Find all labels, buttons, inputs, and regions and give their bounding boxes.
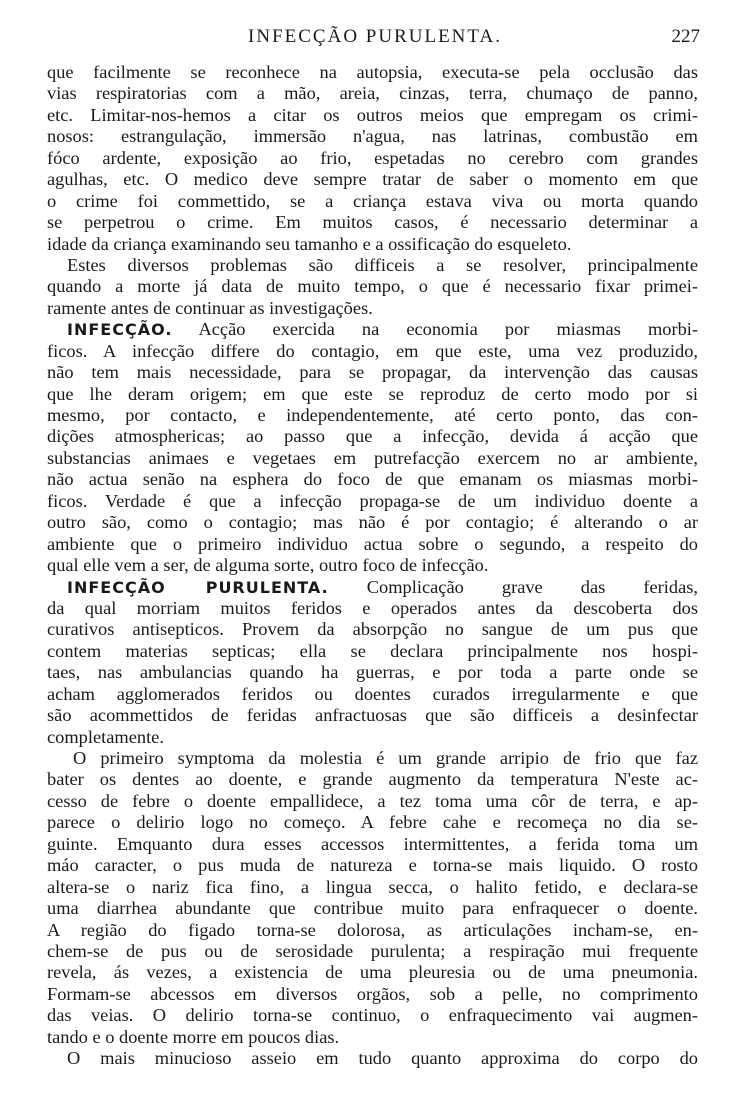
line-text: nosos: estrangulação, immersão n'agua, nas latrinas, combustão em	[47, 126, 698, 147]
text-line	[47, 405, 698, 426]
text-line	[47, 426, 698, 447]
line-text: fóco ardente, exposição ao frio, espetadas no cerebro com grandes	[47, 147, 698, 168]
line-text: O primeiro symptoma da molestia é um grande arripio de frio que faz	[73, 748, 698, 768]
line-text: Complicação grave das feridas,	[328, 576, 698, 597]
line-text: outro são, como o contagio; mas não é por contagio; é alterando o ar	[47, 512, 698, 533]
line-text: uma diarrhea abundante que contribue muito para enfraquecer o doente.	[47, 898, 698, 919]
line-text: vias respiratorias com a mão, areia, cinzas, terra, chumaço de panno,	[47, 83, 698, 104]
text-line	[47, 148, 698, 169]
text-line	[47, 962, 698, 983]
line-text: qual elle vem a ser, de alguma sorte, outro foco de infecção.	[47, 555, 489, 576]
line-text: ficos. A infecção differe do contagio, em que este, uma vez produzido,	[47, 340, 698, 361]
text-line	[47, 684, 698, 705]
line-text: não actua senão na esphera do foco de que emanam os miasmas morbi-	[47, 469, 698, 490]
line-text: o crime foi commettido, se a criança estava viva ou morta quando	[47, 190, 698, 211]
line-text: chem-se de pus ou de serosidade purulenta; a respiração mui frequente	[47, 940, 698, 961]
line-text: não tem mais necessidade, para se propagar, da intervenção das causas	[47, 362, 698, 383]
text-line	[47, 126, 698, 147]
text-line	[47, 276, 698, 297]
text-line	[47, 491, 698, 512]
line-text: parece o delirio logo no começo. A febre cahe e recomeça no dia se-	[47, 812, 698, 833]
line-text: Acção exercida na economia por miasmas morbi-	[172, 319, 698, 340]
text-line	[47, 898, 698, 919]
text-line	[47, 298, 698, 319]
text-line	[47, 984, 698, 1005]
text-line	[47, 448, 698, 469]
text-line	[47, 555, 698, 576]
line-text: etc. Limitar-nos-hemos a citar os outros meios que empregam os crimi-	[47, 104, 698, 125]
text-line	[47, 384, 698, 405]
line-text: revela, ás vezes, a existencia de uma pleuresia ou de uma pneumonia.	[47, 962, 698, 983]
running-title: INFECÇÃO PURULENTA.	[248, 26, 502, 47]
entry-headword: INFECÇÃO PURULENTA.	[67, 577, 329, 597]
entry-headword: INFECÇÃO.	[67, 320, 173, 340]
line-text: ambiente que o primeiro individuo actua sobre o segundo, a respeito do	[47, 533, 698, 554]
text-line	[47, 362, 698, 383]
text-line	[47, 169, 698, 190]
text-line	[47, 341, 698, 362]
text-line	[47, 534, 698, 555]
text-line	[47, 941, 698, 962]
text-line	[47, 577, 698, 598]
line-text: máo caracter, o pus muda de natureza e torna-se mais liquido. O rosto	[47, 855, 698, 876]
line-text: curativos antisepticos. Provem da absorpção no sangue de um pus que	[47, 619, 698, 640]
line-text: se perpetrou o crime. Em muitos casos, é necessario determinar a	[47, 212, 698, 233]
line-text: que lhe deram origem; em que este se reproduz de certo modo por si	[47, 383, 698, 404]
line-text: ficos. Verdade é que a infecção propaga-se de um individuo doente a	[47, 490, 698, 511]
line-text: dições atmosphericas; ao passo que a infecção, devida á acção que	[47, 426, 698, 447]
text-line	[47, 319, 698, 340]
text-line	[47, 855, 698, 876]
text-line	[47, 619, 698, 640]
text-line	[47, 769, 698, 790]
text-line	[47, 512, 698, 533]
running-head	[50, 26, 700, 56]
line-text: mesmo, por contacto, e independentemente, até certo ponto, das con-	[47, 405, 698, 425]
line-text: substancias animaes e vegetaes em putrefacção exercem no ar ambiente,	[47, 447, 698, 468]
line-text: que facilmente se reconhece na autopsia, executa-se pela occlusão das	[47, 62, 698, 82]
text-line	[47, 662, 698, 683]
body-text	[47, 62, 698, 1070]
line-text: da qual morriam muitos feridos e operados antes da descoberta dos	[47, 597, 698, 618]
line-text: cesso de febre o doente empallidece, a tez toma uma côr de terra, e ap-	[47, 790, 698, 811]
line-text: são acommettidos de feridas anfractuosas que são difficeis a desinfectar	[47, 705, 698, 726]
text-line	[47, 105, 698, 126]
line-text: Formam-se abcessos em diversos orgãos, sob a pelle, no comprimento	[47, 983, 698, 1004]
line-text: taes, nas ambulancias quando ha guerras, e por toda a parte onde se	[47, 662, 698, 683]
text-line	[47, 791, 698, 812]
line-text: agulhas, etc. O medico deve sempre tratar de saber o momento em que	[47, 169, 698, 190]
line-text: idade da criança examinando seu tamanho e a ossificação do esqueleto.	[47, 233, 572, 254]
text-line	[47, 834, 698, 855]
text-line	[47, 1027, 698, 1048]
text-line	[47, 62, 698, 83]
text-line	[47, 255, 698, 276]
line-text: das veias. O delirio torna-se continuo, o enfraquecimento vai augmen-	[47, 1005, 698, 1026]
text-line	[47, 641, 698, 662]
line-text: bater os dentes ao doente, e grande augmento da temperatura N'este ac-	[47, 769, 698, 790]
text-line	[47, 920, 698, 941]
line-text: completamente.	[47, 726, 164, 747]
text-line	[47, 1048, 698, 1069]
line-text: O mais minucioso asseio em tudo quanto approxima do corpo do	[67, 1048, 698, 1069]
line-text: A região do figado torna-se dolorosa, as articulações incham-se, en-	[47, 919, 698, 940]
text-line	[47, 83, 698, 104]
line-text: ramente antes de continuar as investigações.	[47, 297, 373, 318]
line-text: guinte. Emquanto dura esses accessos intermittentes, a ferida toma um	[47, 833, 698, 854]
line-text: tando e o doente morre em poucos dias.	[47, 1026, 340, 1047]
text-line	[47, 1005, 698, 1026]
line-text: quando a morte já data de muito tempo, o que é necessario fixar primei-	[47, 276, 698, 297]
text-line	[47, 469, 698, 490]
text-line	[47, 598, 698, 619]
text-line	[47, 705, 698, 726]
text-line	[47, 212, 698, 233]
line-text: Estes diversos problemas são difficeis a se resolver, principalmente	[67, 254, 698, 275]
line-text: contem materias septicas; ella se declara principalmente nos hospi-	[47, 640, 698, 661]
line-text: altera-se o nariz fica fino, a lingua secca, o halito fetido, e declara-se	[47, 876, 698, 897]
text-line	[47, 877, 698, 898]
text-line	[47, 748, 698, 769]
text-line	[47, 234, 698, 255]
page-number: 227	[671, 26, 700, 47]
text-line	[47, 727, 698, 748]
text-line	[47, 191, 698, 212]
text-line	[47, 812, 698, 833]
line-text: acham agglomerados feridos ou doentes curados irregularmente e que	[47, 683, 698, 704]
